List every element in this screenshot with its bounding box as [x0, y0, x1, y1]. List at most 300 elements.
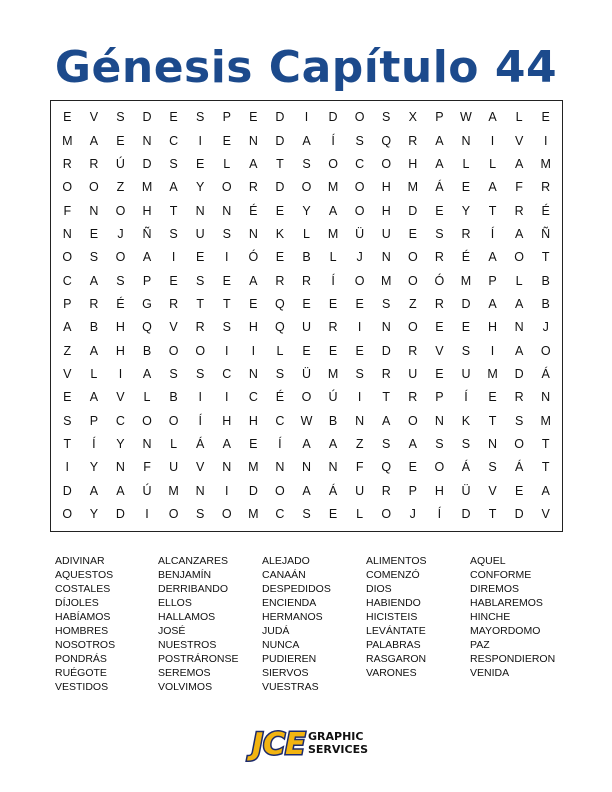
grid-letter: L	[223, 157, 231, 172]
grid-letter: W	[300, 413, 313, 428]
grid-letter: H	[115, 320, 125, 335]
grid-letter: E	[63, 110, 72, 125]
grid-letter: S	[382, 110, 391, 125]
grid-letter: S	[514, 413, 524, 428]
grid-letter: E	[302, 297, 311, 312]
grid-letter: L	[276, 343, 284, 358]
grid-letter: I	[490, 343, 495, 358]
word-list-item: BENJAMÍN	[158, 569, 212, 581]
grid-letter: A	[89, 343, 99, 358]
grid-letter: L	[303, 227, 310, 242]
grid-letter: A	[116, 483, 125, 498]
grid-letter: V	[116, 390, 125, 405]
grid-letter: D	[275, 180, 285, 195]
grid-letter: A	[328, 437, 338, 452]
word-list-column	[158, 554, 262, 694]
grid-letter: E	[169, 110, 178, 125]
grid-letter: P	[435, 110, 444, 125]
word-list-item: CANAÁN	[262, 569, 306, 581]
grid-letter: I	[198, 390, 202, 405]
word-list-item: DIREMOS	[470, 583, 520, 595]
grid-letter: D	[328, 110, 338, 125]
grid-letter: N	[115, 460, 125, 475]
word-list-item: HICISTEIS	[366, 611, 418, 623]
grid-letter: M	[407, 180, 419, 195]
grid-letter: N	[248, 227, 258, 242]
grid-letter: N	[355, 413, 365, 428]
grid-letter: O	[407, 320, 418, 335]
grid-letter: A	[89, 273, 99, 288]
grid-letter: Ó	[434, 273, 445, 288]
grid-letter: J	[117, 227, 124, 242]
grid-letter: A	[249, 273, 258, 288]
word-list-item: COMENZÓ	[366, 569, 420, 581]
grid-letter: S	[302, 157, 311, 172]
grid-letter: L	[462, 157, 470, 172]
grid-letter: E	[275, 250, 285, 265]
grid-letter: Ú	[142, 483, 152, 498]
grid-letter: H	[115, 343, 125, 358]
grid-letter: J	[409, 507, 416, 522]
grid-letter: A	[541, 483, 550, 498]
grid-letter: Ñ	[142, 227, 152, 242]
grid-letter: É	[461, 250, 471, 265]
grid-letter: M	[168, 483, 179, 498]
grid-letter: A	[142, 250, 152, 265]
grid-letter: T	[541, 460, 550, 475]
grid-letter: E	[169, 273, 178, 288]
grid-letter: H	[248, 413, 258, 428]
grid-letter: M	[327, 180, 339, 195]
grid-letter: O	[514, 250, 524, 265]
grid-letter: S	[275, 367, 285, 382]
grid-letter: N	[301, 460, 311, 475]
grid-letter: D	[275, 133, 285, 148]
grid-letter: E	[328, 297, 338, 312]
word-list-item: HABÍAMOS	[55, 611, 111, 623]
grid-letter: R	[514, 203, 524, 218]
grid-letter: M	[141, 180, 153, 195]
grid-letter: S	[116, 273, 125, 288]
grid-letter: S	[169, 227, 178, 242]
word-list-item: DESPEDIDOS	[262, 583, 331, 595]
grid-letter: H	[434, 483, 444, 498]
grid-letter: Á	[435, 180, 444, 195]
grid-letter: Í	[464, 390, 468, 405]
grid-letter: A	[488, 180, 497, 195]
grid-letter: H	[248, 320, 258, 335]
grid-letter: N	[248, 367, 258, 382]
grid-letter: R	[89, 297, 99, 312]
grid-letter: N	[461, 133, 471, 148]
grid-letter: S	[89, 250, 99, 265]
grid-letter: E	[302, 343, 311, 358]
grid-letter: O	[514, 437, 524, 452]
word-list-item: VUESTRAS	[262, 681, 319, 693]
grid-letter: Ú	[328, 390, 338, 405]
jce-graphic-services-logo	[250, 722, 369, 762]
grid-letter: O	[381, 507, 392, 522]
grid-letter: E	[435, 203, 444, 218]
grid-letter: R	[169, 297, 179, 312]
grid-letter: X	[408, 110, 417, 125]
grid-letter: A	[514, 227, 524, 242]
grid-letter: F	[355, 460, 364, 475]
grid-letter: P	[222, 110, 231, 125]
grid-letter: U	[381, 227, 391, 242]
grid-letter: O	[89, 180, 99, 195]
word-list-column	[262, 554, 366, 694]
grid-letter: D	[248, 483, 258, 498]
word-list-item: ALEJADO	[262, 555, 310, 567]
word-list-item: SEREMOS	[158, 667, 211, 679]
grid-letter: E	[328, 507, 338, 522]
grid-letter: T	[196, 297, 204, 312]
grid-letter: O	[168, 413, 179, 428]
grid-letter: Á	[328, 483, 338, 498]
grid-letter: Á	[461, 460, 471, 475]
grid-letter: H	[381, 203, 391, 218]
grid-letter: Í	[198, 413, 202, 428]
grid-letter: T	[276, 157, 284, 172]
grid-letter: A	[408, 437, 417, 452]
grid-letter: E	[275, 203, 285, 218]
grid-letter: A	[222, 437, 231, 452]
grid-letter: O	[115, 250, 126, 265]
grid-letter: Á	[196, 437, 205, 452]
grid-letter: O	[354, 273, 365, 288]
grid-letter: Y	[89, 507, 99, 522]
grid-letter: E	[249, 437, 258, 452]
grid-letter: B	[541, 297, 550, 312]
grid-letter: J	[542, 320, 549, 335]
grid-letter: É	[249, 203, 258, 218]
grid-letter: V	[488, 483, 497, 498]
grid-letter: D	[514, 507, 524, 522]
grid-letter: P	[63, 297, 72, 312]
grid-letter: R	[328, 320, 338, 335]
grid-letter: R	[275, 273, 285, 288]
grid-letter: D	[461, 297, 471, 312]
grid-letter: B	[89, 320, 99, 335]
grid-letter: L	[515, 273, 523, 288]
word-list-item: AQUEL	[470, 555, 506, 567]
grid-letter: N	[142, 437, 152, 452]
word-list-item: ALCANZARES	[158, 555, 229, 567]
grid-letter: A	[435, 157, 444, 172]
grid-letter: O	[115, 203, 126, 218]
grid-letter: I	[118, 367, 123, 382]
grid-letter: D	[142, 157, 152, 172]
grid-letter: N	[89, 203, 99, 218]
grid-letter: B	[541, 273, 550, 288]
grid-letter: E	[196, 157, 205, 172]
grid-letter: A	[488, 110, 497, 125]
word-list-column	[366, 554, 470, 694]
grid-letter: S	[169, 157, 178, 172]
grid-letter: E	[408, 460, 417, 475]
grid-letter: C	[169, 133, 179, 148]
grid-letter: I	[171, 250, 176, 265]
grid-letter: O	[407, 250, 418, 265]
grid-letter: A	[488, 250, 497, 265]
grid-letter: R	[408, 390, 418, 405]
word-list-item: HERMANOS	[262, 611, 323, 623]
grid-letter: I	[225, 250, 229, 265]
grid-letter: N	[434, 413, 444, 428]
grid-letter: A	[328, 203, 338, 218]
grid-letter: I	[543, 133, 548, 148]
grid-letter: L	[170, 437, 178, 452]
grid-letter: A	[382, 413, 391, 428]
grid-letter: O	[540, 343, 551, 358]
grid-letter: A	[488, 297, 497, 312]
word-list-item: VESTIDOS	[55, 681, 109, 693]
grid-letter: S	[63, 413, 72, 428]
word-list-item: JUDÁ	[262, 625, 290, 637]
grid-letter: S	[435, 437, 444, 452]
grid-letter: E	[435, 367, 444, 382]
grid-letter: D	[62, 483, 72, 498]
grid-letter: E	[222, 273, 231, 288]
grid-letter: U	[461, 367, 471, 382]
word-list-item: HALLAMOS	[158, 611, 216, 623]
grid-letter: Z	[355, 437, 364, 452]
grid-letter: N	[195, 203, 205, 218]
grid-letter: E	[435, 320, 444, 335]
grid-letter: Q	[275, 297, 285, 312]
word-list-item: ELLOS	[158, 597, 192, 609]
grid-letter: V	[89, 110, 99, 125]
grid-letter: M	[460, 273, 472, 288]
grid-letter: O	[62, 180, 73, 195]
word-list-item: HABIENDO	[366, 597, 421, 609]
grid-letter: U	[169, 460, 179, 475]
word-list-item: HOMBRES	[55, 625, 109, 637]
grid-letter: T	[488, 507, 497, 522]
logo-line1: GRAPHIC	[308, 730, 364, 743]
grid-letter: B	[302, 250, 311, 265]
grid-letter: Ü	[301, 367, 311, 382]
grid-letter: Y	[89, 460, 99, 475]
word-list-item: ENCIENDA	[262, 597, 317, 609]
word-list-item: DIOS	[366, 583, 392, 595]
word-list-item: ALIMENTOS	[366, 555, 427, 567]
word-list-item: ADIVINAR	[55, 555, 105, 567]
grid-letter: O	[62, 250, 73, 265]
grid-letter: P	[142, 273, 152, 288]
grid-letter: O	[354, 110, 365, 125]
grid-letter: H	[488, 320, 498, 335]
grid-letter: Q	[275, 320, 285, 335]
word-list-item: VARONES	[366, 667, 417, 679]
grid-letter: R	[195, 320, 205, 335]
word-list-item: JOSÉ	[158, 625, 186, 637]
grid-letter: A	[249, 157, 258, 172]
word-list-item: CONFORME	[470, 569, 532, 581]
grid-letter: C	[222, 367, 232, 382]
grid-letter: A	[169, 180, 178, 195]
grid-letter: J	[356, 250, 363, 265]
grid-letter: S	[196, 110, 205, 125]
grid-letter: B	[142, 343, 152, 358]
grid-letter: M	[540, 413, 551, 428]
word-list-item: RASGARON	[366, 653, 427, 665]
grid-letter: I	[65, 460, 70, 475]
grid-letter: P	[408, 483, 417, 498]
grid-letter: Z	[63, 343, 72, 358]
grid-letter: R	[381, 483, 391, 498]
grid-letter: V	[514, 133, 524, 148]
grid-letter: U	[301, 320, 311, 335]
grid-letter: É	[541, 203, 550, 218]
grid-letter: Y	[116, 437, 125, 452]
grid-letter: I	[304, 110, 309, 125]
grid-letter: L	[489, 157, 497, 172]
grid-letter: E	[461, 180, 471, 195]
word-list	[55, 554, 574, 694]
grid-letter: P	[488, 273, 497, 288]
page-title: Génesis Capítulo 44	[54, 42, 558, 93]
grid-letter: T	[541, 437, 550, 452]
grid-letter: Y	[196, 180, 205, 195]
grid-letter: I	[251, 343, 256, 358]
grid-letter: C	[275, 413, 285, 428]
grid-letter: N	[381, 320, 391, 335]
grid-letter: A	[89, 133, 99, 148]
grid-letter: I	[490, 133, 495, 148]
grid-letter: A	[302, 437, 311, 452]
grid-letter: M	[381, 273, 392, 288]
word-list-item: VENIDA	[470, 667, 510, 679]
word-list-column	[55, 554, 158, 694]
grid-letter: O	[168, 343, 179, 358]
grid-letter: N	[222, 460, 232, 475]
word-list-item: COSTALES	[55, 583, 111, 595]
grid-letter: Q	[381, 133, 392, 148]
grid-letter: D	[381, 343, 391, 358]
grid-letter: B	[169, 390, 178, 405]
word-list-item: RESPONDIERON	[470, 653, 556, 665]
grid-letter: I	[225, 343, 229, 358]
grid-letter: D	[142, 110, 152, 125]
grid-letter: Q	[142, 320, 152, 335]
grid-letter: B	[328, 413, 338, 428]
grid-letter: É	[116, 297, 125, 312]
grid-letter: T	[63, 437, 72, 452]
grid-letter: O	[195, 343, 206, 358]
grid-letter: C	[62, 273, 72, 288]
grid-letter: N	[275, 460, 285, 475]
grid-letter: S	[222, 227, 231, 242]
grid-letter: V	[435, 343, 444, 358]
grid-letter: F	[143, 460, 151, 475]
grid-letter: Í	[92, 437, 96, 452]
grid-letter: R	[541, 180, 551, 195]
grid-letter: M	[487, 367, 498, 382]
grid-letter: A	[514, 343, 524, 358]
grid-letter: Í	[490, 227, 495, 242]
grid-letter: O	[168, 507, 179, 522]
grid-letter: N	[62, 227, 72, 242]
word-list-item: POSTRÁRONSE	[158, 653, 239, 665]
grid-letter: R	[62, 157, 72, 172]
grid-letter: I	[145, 507, 149, 522]
grid-letter: N	[328, 460, 338, 475]
grid-letter: M	[248, 460, 259, 475]
grid-letter: L	[90, 367, 98, 382]
grid-letter: N	[248, 133, 258, 148]
grid-letter: O	[62, 507, 73, 522]
grid-letter: O	[434, 460, 445, 475]
grid-letter: K	[461, 413, 471, 428]
grid-letter: E	[408, 227, 417, 242]
grid-letter: A	[302, 133, 311, 148]
grid-letter: M	[540, 157, 551, 172]
grid-letter: T	[382, 390, 391, 405]
word-list-item: LEVÁNTATE	[366, 625, 426, 637]
grid-letter: L	[143, 390, 151, 405]
grid-letter: Z	[408, 297, 417, 312]
grid-letter: S	[488, 460, 497, 475]
grid-letter: Í	[437, 507, 442, 522]
grid-letter: A	[142, 367, 152, 382]
grid-letter: P	[89, 413, 99, 428]
grid-letter: N	[514, 320, 524, 335]
grid-letter: O	[221, 180, 232, 195]
grid-letter: W	[460, 110, 472, 125]
grid-letter: S	[355, 133, 364, 148]
grid-letter: S	[461, 343, 471, 358]
grid-letter: S	[435, 227, 444, 242]
grid-letter: A	[89, 390, 99, 405]
word-search-grid	[50, 100, 563, 532]
grid-letter: E	[541, 110, 550, 125]
grid-letter: R	[434, 250, 444, 265]
word-list-item: DERRIBANDO	[158, 583, 229, 595]
grid-letter: R	[381, 367, 391, 382]
word-list-item: NUESTROS	[158, 639, 217, 651]
grid-letter: Ü	[355, 227, 365, 242]
grid-letter: T	[169, 203, 178, 218]
grid-letter: E	[249, 110, 258, 125]
grid-letter: R	[434, 297, 444, 312]
grid-letter: E	[196, 250, 205, 265]
word-list-item: HINCHE	[470, 611, 511, 623]
grid-letter: N	[142, 133, 152, 148]
grid-letter: C	[275, 507, 285, 522]
grid-letter: R	[248, 180, 258, 195]
grid-letter: E	[488, 390, 497, 405]
grid-letter: D	[514, 367, 524, 382]
word-list-item: PAZ	[470, 639, 490, 651]
grid-letter: G	[142, 297, 152, 312]
grid-letter: E	[461, 320, 471, 335]
grid-letter: E	[89, 227, 99, 242]
grid-letter: L	[356, 507, 364, 522]
grid-letter: E	[249, 297, 258, 312]
word-list-item: PUDIEREN	[262, 653, 317, 665]
grid-letter: P	[435, 390, 444, 405]
word-list-item: DÍJOLES	[55, 597, 99, 609]
grid-letter: R	[301, 273, 311, 288]
grid-letter: T	[541, 250, 550, 265]
grid-letter: S	[302, 507, 311, 522]
grid-letter: R	[408, 133, 418, 148]
grid-letter: A	[514, 297, 524, 312]
grid-letter: O	[275, 483, 285, 498]
grid-letter: O	[407, 273, 418, 288]
